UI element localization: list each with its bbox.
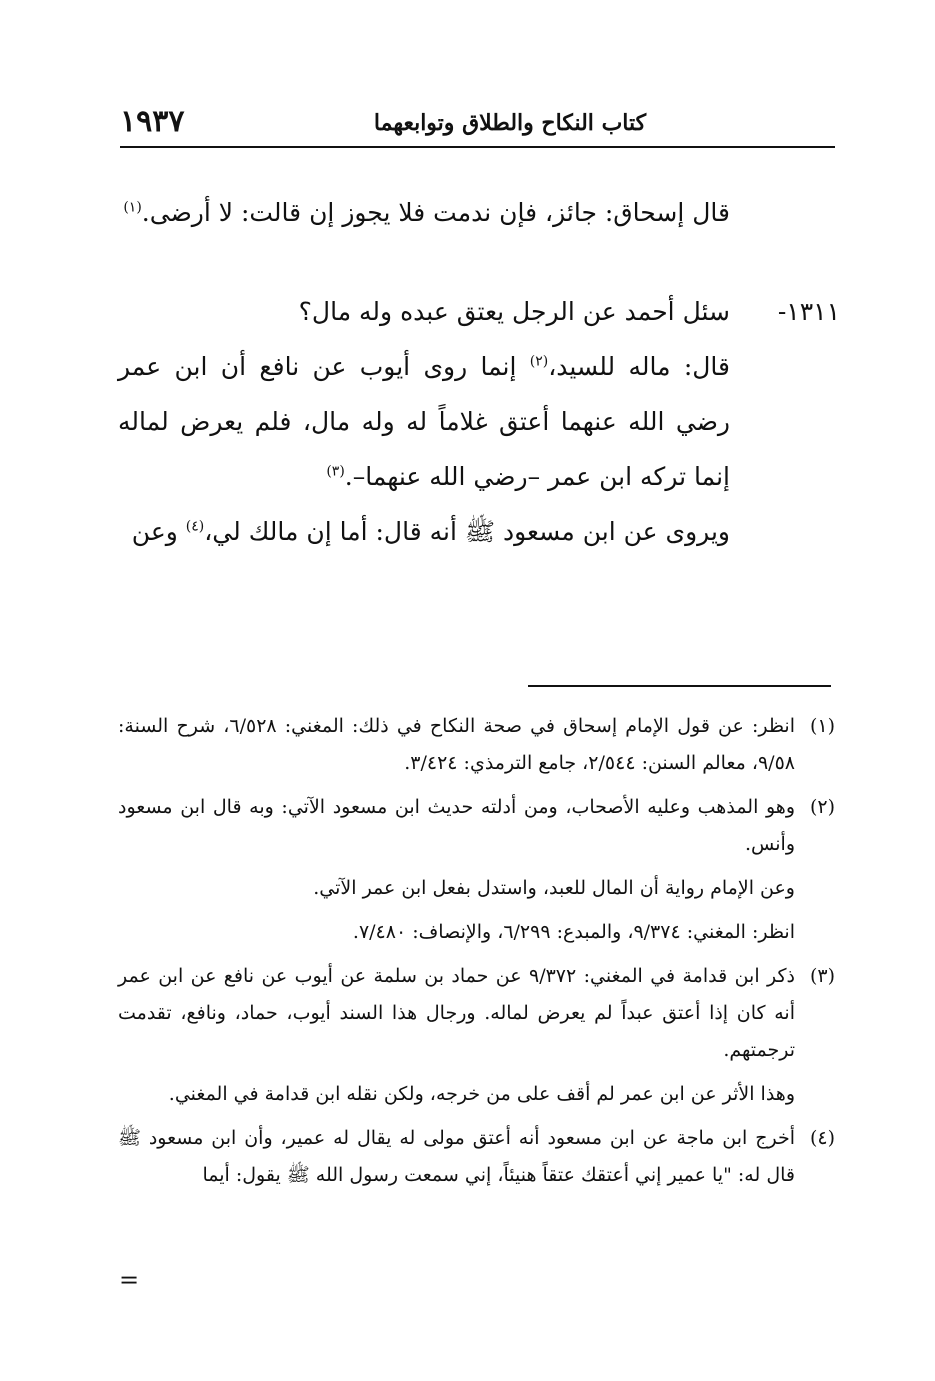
footnote-2-continued: وعن الإمام رواية أن المال للعبد، واستدل بفعل ابن عمر الآتي. — [313, 877, 795, 899]
narration-text-continued: وعن — [131, 517, 186, 546]
running-header — [120, 104, 835, 144]
answer-paragraph — [118, 339, 730, 504]
footnote-marker: (٢) — [809, 796, 835, 818]
continuation-mark: = — [119, 1266, 140, 1294]
narration-paragraph — [118, 504, 730, 559]
narration-text: ويروى عن ابن مسعود ﷺ أنه قال: أما إن مالك لي، — [204, 517, 730, 546]
footnote-2 — [118, 789, 835, 863]
footnote-ref: (١) — [123, 199, 142, 216]
answer-text: قال: ماله للسيد، — [548, 352, 730, 381]
footnote-3 — [118, 958, 835, 1069]
question-number: ١٣١١- — [777, 297, 840, 326]
footnote-2-references: انظر: المغني: ٩/٣٧٤، والمبدع: ٦/٢٩٩، والإنصاف: ٧/٤٨٠. — [352, 921, 795, 943]
footnote-ref: (٤) — [185, 518, 205, 535]
footnote-rule — [528, 685, 831, 687]
footnote-4 — [118, 1120, 835, 1194]
footnote-text: أخرج ابن ماجة عن ابن مسعود أنه أعتق مولى له يقال له عمير، وأن ابن مسعود ﷺ قال له: "يا عمير إني أعتقك عتقاً هنيئاً، إني سمعت رسول الله ﷺ يقول: أيما — [118, 1127, 795, 1186]
question-text: سئل أحمد عن الرجل يعتق عبده وله مال؟ — [298, 297, 730, 326]
footnote-marker: (١) — [809, 715, 835, 737]
page-number: ١٩٣٧ — [120, 104, 185, 139]
footnote-3-continued: وهذا الأثر عن ابن عمر لم أقف على من خرجه، ولكن نقله ابن قدامة في المغني. — [168, 1083, 795, 1105]
footnote-1 — [118, 708, 835, 782]
paragraph-text: قال إسحاق: جائز، فإن ندمت فلا يجوز إن قالت: لا أرضى. — [141, 198, 730, 227]
question-heading — [118, 284, 840, 339]
book-title: كتاب النكاح والطلاق وتوابعهما — [373, 110, 647, 136]
main-text — [118, 185, 840, 559]
footnote-text: انظر: عن قول الإمام إسحاق في صحة النكاح في ذلك: المغني: ٦/٥٢٨، شرح السنة: ٩/٥٨، معالم السنن: ٢/٥٤٤، جامع الترمذي: ٣/٤٢٤. — [118, 715, 795, 774]
footnote-text: وهو المذهب وعليه الأصحاب، ومن أدلته حديث ابن مسعود الآتي: وبه قال ابن مسعود وأنس. — [118, 796, 795, 855]
footnote-marker: (٤) — [809, 1127, 835, 1149]
footnote-marker: (٣) — [809, 965, 835, 987]
footnotes-section — [118, 708, 835, 1201]
footnote-ref: (٣) — [326, 463, 345, 480]
footnote-ref: (٢) — [529, 353, 549, 370]
header-rule — [120, 146, 835, 148]
section-gap — [118, 240, 730, 284]
answer-text-continued: إنما روى أيوب عن نافع أن ابن عمر رضي الله عنهما أعتق غلاماً له وله مال، فلم يعرض لماله إنما تركه ابن عمر –رضي الله عنهما–. — [118, 352, 730, 491]
paragraph-ishaq — [118, 185, 730, 240]
footnote-text: ذكر ابن قدامة في المغني: ٩/٣٧٢ عن حماد بن سلمة عن أيوب عن نافع عن ابن عمر أنه كان إذا أعتق عبداً لم يعرض لماله. ورجال هذا السند أيوب، حماد، ونافع، تقدمت ترجمتهم. — [118, 965, 795, 1061]
